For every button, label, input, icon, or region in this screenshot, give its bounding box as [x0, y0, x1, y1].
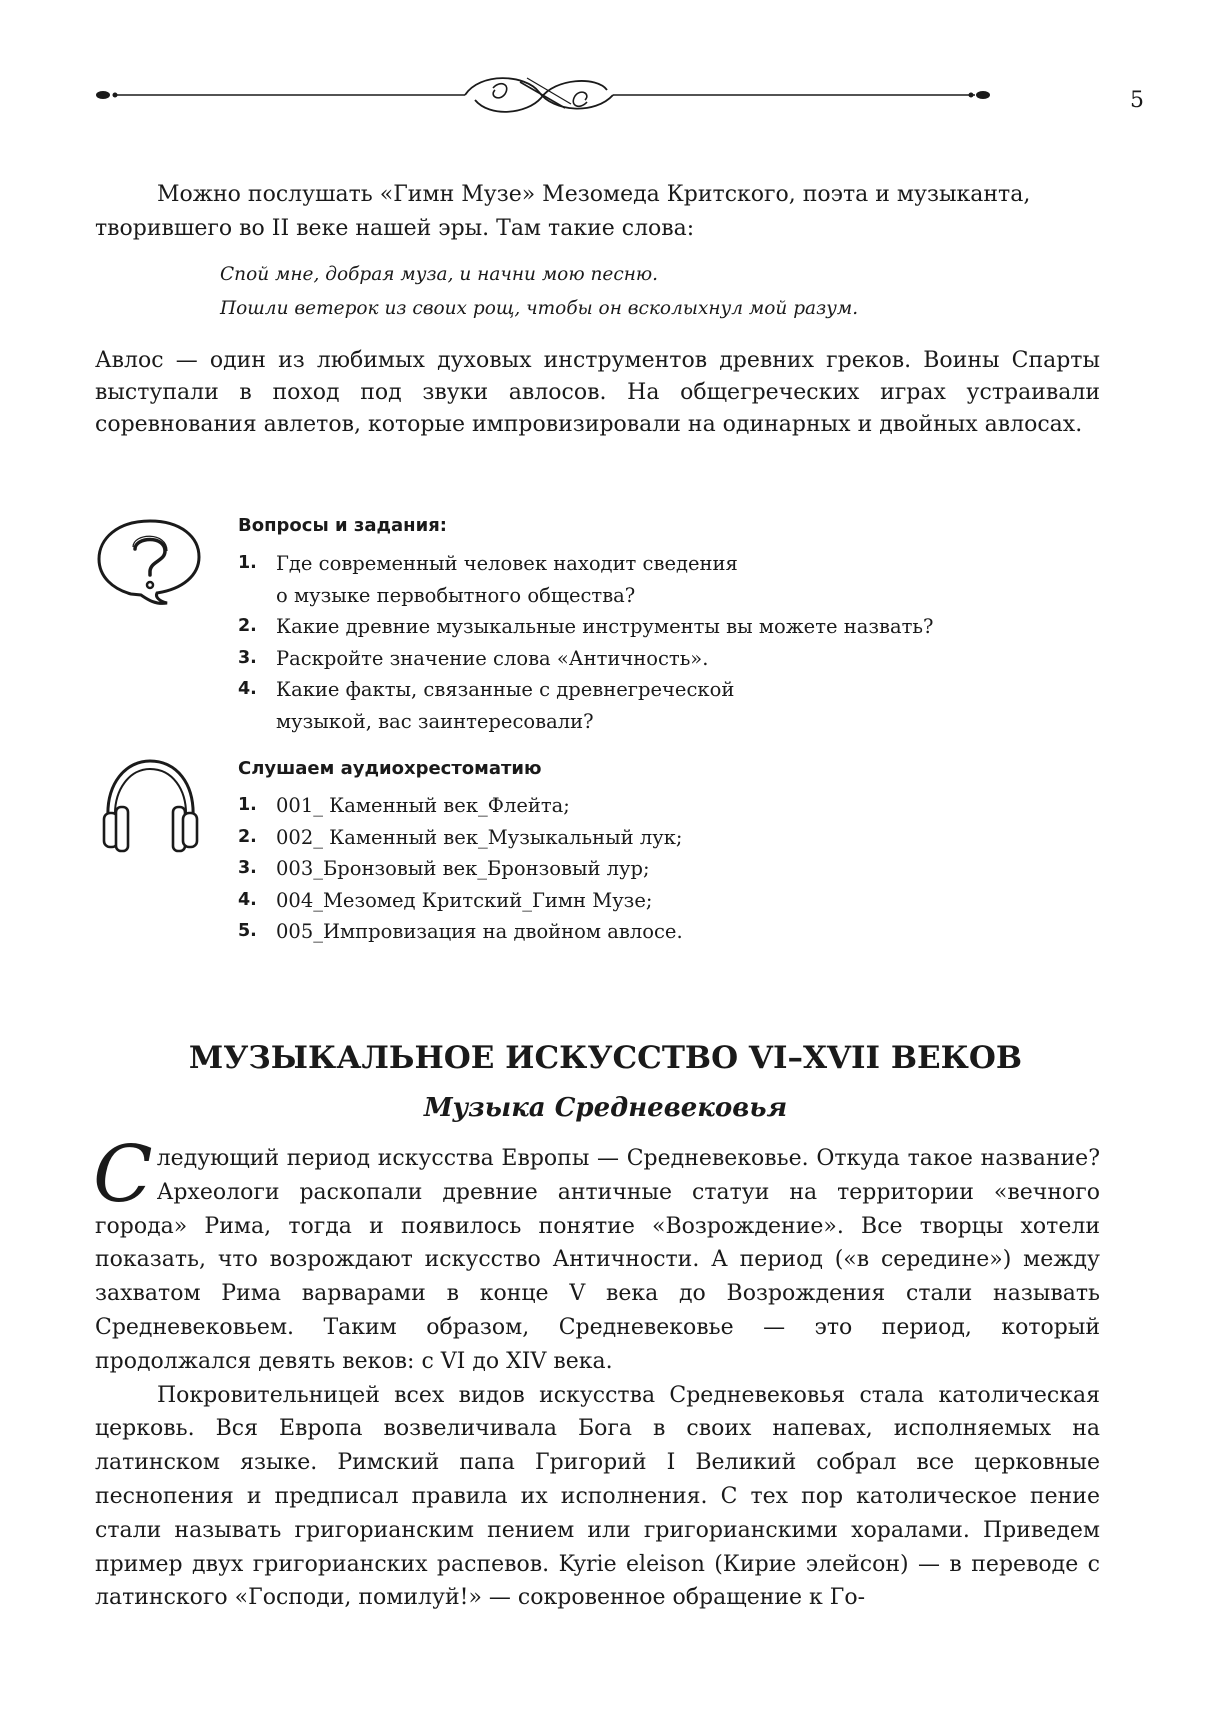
intro-line: Можно послушать «Гимн Музе» Мезомеда Критского, поэта и музыканта,	[157, 182, 1031, 207]
quote-line: Пошли ветерок из своих рощ, чтобы он всколыхнул мой разум.	[220, 298, 859, 319]
section-title: МУЗЫКАЛЬНОЕ ИСКУССТВО VI–XVII ВЕКОВ	[188, 1040, 1023, 1076]
header-ornament	[95, 70, 1100, 120]
item-text: о музыке первобытного общества?	[276, 583, 636, 607]
drop-cap: С	[93, 1130, 153, 1220]
item-number: 3.	[238, 647, 257, 668]
list-item	[238, 611, 933, 643]
item-number: 2.	[238, 616, 257, 636]
item-text: 004_Мезомед Критский_Гимн Музе;	[276, 888, 653, 912]
item-number: 5.	[238, 921, 257, 941]
section-subtitle: Музыка Средневековья	[423, 1093, 788, 1123]
list-item	[238, 674, 933, 737]
audio-title: Слушаем аудиохрестоматию	[238, 758, 542, 779]
item-number: 2.	[238, 826, 257, 847]
item-text: 005_Импровизация на двойном авлосе.	[276, 920, 683, 943]
question-bubble-icon	[95, 515, 205, 610]
list-item	[238, 885, 683, 917]
list-item	[238, 643, 933, 675]
quote-line: Спой мне, добрая муза, и начни мою песню.	[220, 264, 659, 285]
hymn-quote	[220, 258, 858, 326]
item-number: 4.	[238, 679, 257, 699]
headphones-icon	[98, 755, 203, 855]
item-text: музыкой, вас заинтересовали?	[276, 709, 594, 733]
item-text: Раскройте значение слова «Античность».	[276, 646, 709, 670]
body-paragraph	[93, 1130, 1100, 1379]
section-body	[93, 1130, 1100, 1615]
list-item	[238, 916, 683, 948]
intro-paragraph	[95, 178, 1100, 246]
item-text: 003_Бронзовый век_Бронзовый лур;	[276, 857, 650, 880]
list-item	[238, 790, 683, 822]
page-number: 5	[1130, 88, 1144, 113]
audio-list	[238, 790, 683, 948]
item-number: 4.	[238, 889, 257, 910]
item-text: Где современный человек находит сведения	[276, 552, 738, 575]
item-text: Какие древние музыкальные инструменты вы можете назвать?	[276, 615, 934, 638]
intro-line: творившего во II веке нашей эры. Там такие слова:	[95, 216, 695, 241]
avlos-paragraph: Авлос — один из любимых духовых инструментов древних греков. Воины Спарты выступали в поход под звуки авлосов. На общегреческих играх устраивали соревнования авлетов, которые импровизировали на одинарных и двойных авлосах.	[95, 348, 1100, 437]
item-number: 1.	[238, 795, 257, 815]
item-number: 3.	[238, 858, 257, 878]
item-text: 002_ Каменный век_Музыкальный лук;	[276, 825, 683, 849]
body-paragraph: Покровительницей всех видов искусства Средневековья стала католическая церковь. Вся Европа возвеличивала Бога в своих напевах, исполняемых на латинском языке. Римский папа Григорий I Великий собрал все церковные песнопения и предписал правила их исполнения. С тех пор католическое пение стали называть григорианским пением или григорианскими хоралами. Приведем пример двух григорианских распевов. Kyrie eleison (Кирие элейсон) — в переводе с латинского «Господи, помилуй!» — сокровенное обращение к Го-	[95, 1382, 1100, 1611]
list-item	[238, 853, 683, 885]
item-text: Какие факты, связанные с древнегреческой	[276, 678, 735, 701]
questions-list	[238, 548, 933, 737]
list-item	[238, 822, 683, 854]
item-number: 1.	[238, 553, 257, 573]
questions-title: Вопросы и задания:	[238, 515, 447, 536]
paragraph-text: ледующий период искусства Европы — Средневековье. Откуда такое название? Археологи раскопали древние античные статуи на территории «вечного города» Рима, тогда и появилось понятие «Возрождение». Все творцы хотели показать, что возрождают искусство Античности. А период («в середине») между захватом Рима варварами в конце V века до Возрождения стали называть Средневековьем. Таким образом, Средневековье — это период, который продолжался девять веков: с VI до XIV века.	[95, 1146, 1100, 1374]
list-item	[238, 548, 933, 611]
item-text: 001_ Каменный век_Флейта;	[276, 794, 570, 817]
